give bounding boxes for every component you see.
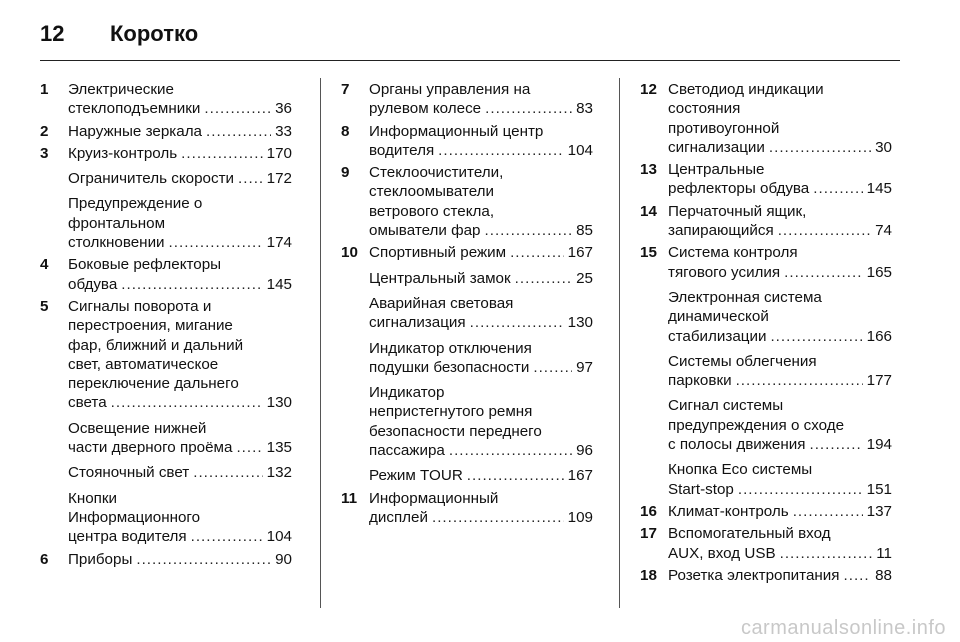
page-reference: 130 [266, 394, 292, 412]
entry-text-line: Электрические [68, 81, 174, 98]
dot-leader [470, 313, 564, 332]
entry-last-line [668, 138, 892, 157]
entry-text-line: Ограничитель скорости [68, 170, 235, 188]
entry-text-line: динамической [668, 308, 769, 326]
entry-number: 7 [341, 81, 350, 98]
index-entry [640, 566, 892, 585]
page-reference: 137 [866, 502, 892, 520]
dot-leader [533, 358, 572, 377]
index-entry [40, 169, 292, 188]
page-reference: 30 [875, 138, 892, 156]
entry-text-line: Стояночный свет [68, 464, 190, 482]
dot-leader [204, 99, 271, 118]
dot-leader [485, 99, 572, 118]
entry-last-line [369, 269, 593, 288]
entry-last-line [668, 480, 892, 499]
entry-last-line [369, 221, 593, 240]
entry-text-line: состояния [668, 100, 741, 118]
entry-last-line [668, 179, 892, 198]
page-reference: 33 [275, 122, 292, 140]
entry-text-line: Режим TOUR [369, 467, 463, 485]
page-reference: 36 [275, 100, 292, 118]
dot-leader [510, 243, 564, 262]
entry-last-line [369, 313, 593, 332]
entry-text-line: переключение дальнего [68, 375, 239, 393]
entry-last-line [668, 221, 892, 240]
entry-number: 16 [640, 502, 657, 520]
entry-text-line: Индикатор отключения [369, 339, 532, 357]
dot-leader [238, 169, 263, 188]
entry-text-line: Информационного [68, 508, 201, 526]
index-entry [341, 489, 593, 528]
entry-last-line [668, 544, 892, 563]
entry-number: 6 [40, 550, 49, 568]
entry-text-line: свет, автоматическое [68, 355, 219, 373]
index-column-2 [341, 80, 593, 530]
index-entry [640, 160, 892, 199]
entry-last-line [68, 144, 292, 163]
index-entry [640, 396, 892, 454]
entry-text-line: фронтальном [68, 214, 166, 232]
dot-leader [449, 441, 572, 460]
entry-text-line: Электронная система [668, 288, 822, 306]
index-entry [341, 339, 593, 378]
dot-leader [809, 435, 862, 454]
page-reference: 170 [266, 144, 292, 162]
entry-last-line [68, 438, 292, 457]
dot-leader [191, 527, 263, 546]
dot-leader [770, 327, 862, 346]
entry-number: 12 [640, 81, 657, 98]
dot-leader [206, 122, 271, 141]
page-number: 12 [40, 21, 65, 46]
page-reference: 165 [866, 263, 892, 281]
dot-leader [813, 179, 862, 198]
page-reference: 135 [266, 439, 292, 457]
dot-leader [236, 438, 262, 457]
entry-last-line [668, 566, 892, 585]
entry-text-line: Предупреждение о [68, 195, 203, 213]
index-entry [341, 243, 593, 262]
entry-text-line: противоугонной [668, 119, 780, 137]
page-reference: 167 [567, 467, 593, 485]
entry-text-line: Кнопка Eco системы [668, 461, 813, 479]
entry-number: 4 [40, 256, 49, 274]
entry-text-line: Круиз-контроль [68, 144, 178, 162]
entry-text-line: запирающийся [668, 222, 774, 240]
entry-text-line: Наружные зеркала [68, 122, 203, 140]
dot-leader [844, 566, 872, 585]
entry-text-line: с полосы движения [668, 436, 806, 454]
entry-last-line [668, 327, 892, 346]
page-reference: 109 [567, 508, 593, 526]
entry-text-line: подушки безопасности [369, 358, 530, 376]
page-reference: 88 [875, 566, 892, 584]
entry-last-line [68, 99, 292, 118]
entry-number: 10 [341, 244, 358, 262]
entry-number: 11 [341, 489, 358, 507]
entry-last-line [68, 169, 292, 188]
entry-number: 13 [640, 161, 657, 179]
dot-leader [111, 393, 263, 412]
dot-leader [485, 221, 573, 240]
index-entry [640, 288, 892, 346]
index-entry [40, 489, 292, 547]
entry-text-line: рулевом колесе [369, 100, 482, 118]
index-entry [341, 122, 593, 161]
entry-text-line: Светодиод индикации [668, 81, 824, 98]
entry-text-line: Климат-контроль [668, 502, 789, 520]
index-entry [40, 144, 292, 163]
page-reference: 145 [866, 180, 892, 198]
entry-text-line: Спортивный режим [369, 244, 507, 262]
dot-leader [738, 480, 863, 499]
dot-leader [169, 233, 263, 252]
dot-leader [432, 508, 564, 527]
dot-leader [193, 463, 262, 482]
entry-last-line [668, 435, 892, 454]
entry-text-line: перестроения, мигание [68, 317, 233, 335]
entry-text-line: Системы облегчения [668, 352, 817, 370]
dot-leader [467, 466, 564, 485]
entry-text-line: тягового усилия [668, 263, 781, 281]
entry-last-line [68, 393, 292, 412]
entry-text-line: Центральный замок [369, 269, 511, 287]
entry-number: 17 [640, 525, 657, 543]
index-entry [640, 243, 892, 282]
index-entry [341, 163, 593, 240]
page-reference: 104 [567, 141, 593, 159]
entry-text-line: дисплей [369, 508, 428, 526]
column-divider-1 [320, 78, 321, 608]
dot-leader [769, 138, 871, 157]
entry-text-line: фар, ближний и дальний [68, 336, 244, 354]
entry-last-line [68, 463, 292, 482]
page-reference: 145 [266, 275, 292, 293]
dot-leader [181, 144, 262, 163]
entry-text-line: сигнализация [369, 314, 466, 332]
page-reference: 166 [866, 327, 892, 345]
page-reference: 97 [576, 358, 593, 376]
index-entry [341, 466, 593, 485]
page-reference: 172 [266, 170, 292, 188]
entry-last-line [668, 371, 892, 390]
entry-text-line: непристегнутого ремня [369, 403, 533, 421]
entry-text-line: Перчаточный ящик, [668, 202, 807, 220]
entry-text-line: центра водителя [68, 528, 187, 546]
page-reference: 74 [875, 222, 892, 240]
watermark: carmanualsonline.info [740, 617, 946, 639]
entry-text-line: Освещение нижней [68, 419, 207, 437]
entry-text-line: Аварийная световая [369, 294, 514, 312]
index-entry [640, 202, 892, 241]
page-reference: 90 [275, 550, 292, 568]
index-entry [40, 80, 292, 119]
entry-text-line: безопасности переднего [369, 422, 542, 440]
index-column-1 [40, 80, 292, 572]
entry-text-line: пассажира [369, 442, 445, 460]
entry-text-line: Информационный центр [369, 122, 544, 140]
index-entry [40, 194, 292, 252]
entry-last-line [68, 122, 292, 141]
entry-text-line: Розетка электропитания [668, 566, 840, 584]
entry-last-line [369, 243, 593, 262]
entry-text-line: Start-stop [668, 480, 734, 498]
column-divider-2 [619, 78, 620, 608]
entry-text-line: обдува [68, 275, 118, 293]
entry-last-line [369, 358, 593, 377]
index-entry [341, 383, 593, 460]
page-reference: 96 [576, 442, 593, 460]
entry-text-line: AUX, вход USB [668, 544, 776, 562]
entry-text-line: стеклоомыватели [369, 183, 495, 201]
page-reference: 167 [567, 244, 593, 262]
index-entry [640, 524, 892, 563]
entry-text-line: Информационный [369, 489, 499, 507]
entry-number: 14 [640, 202, 657, 220]
index-entry [40, 550, 292, 569]
entry-text-line: ветрового стекла, [369, 202, 495, 220]
entry-text-line: парковки [668, 372, 732, 390]
page-reference: 11 [876, 544, 892, 562]
entry-text-line: Вспомогательный вход [668, 525, 831, 543]
entry-text-line: водителя [369, 141, 435, 159]
entry-last-line [68, 275, 292, 294]
entry-last-line [369, 466, 593, 485]
index-entry [640, 352, 892, 391]
entry-text-line: Система контроля [668, 244, 798, 262]
index-entry [40, 419, 292, 458]
entry-text-line: Сигнал системы [668, 397, 784, 415]
header-divider [40, 60, 900, 61]
entry-text-line: Стеклоочистители, [369, 164, 504, 182]
entry-number: 5 [40, 297, 49, 315]
entry-text-line: части дверного проёма [68, 439, 233, 457]
entry-text-line: омыватели фар [369, 222, 481, 240]
index-entry [40, 463, 292, 482]
entry-last-line [68, 233, 292, 252]
dot-leader [784, 263, 863, 282]
entry-text-line: стабилизации [668, 327, 767, 345]
dot-leader [438, 141, 563, 160]
page-reference: 85 [576, 222, 593, 240]
entry-last-line [369, 508, 593, 527]
entry-text-line: Сигналы поворота и [68, 297, 212, 315]
page-reference: 151 [866, 480, 892, 498]
entry-text-line: сигнализации [668, 138, 765, 156]
dot-leader [778, 221, 871, 240]
entry-text-line: света [68, 394, 107, 412]
entry-last-line [68, 550, 292, 569]
page-reference: 194 [866, 436, 892, 454]
index-entry [341, 80, 593, 119]
page-header [40, 20, 198, 48]
page-reference: 25 [576, 269, 593, 287]
index-entry [40, 297, 292, 413]
entry-number: 3 [40, 144, 49, 162]
entry-text-line: предупреждения о сходе [668, 416, 845, 434]
entry-text-line: рефлекторы обдува [668, 180, 810, 198]
dot-leader [136, 550, 271, 569]
dot-leader [121, 275, 262, 294]
entry-text-line: Боковые рефлекторы [68, 256, 222, 274]
entry-last-line [369, 441, 593, 460]
entry-number: 8 [341, 122, 350, 140]
entry-text-line: стеклоподъемники [68, 100, 201, 118]
page-reference: 177 [866, 372, 892, 390]
index-entry [40, 255, 292, 294]
entry-text-line: Кнопки [68, 489, 118, 507]
index-entry [640, 80, 892, 157]
index-entry [341, 294, 593, 333]
entry-text-line: Центральные [668, 161, 765, 179]
dot-leader [780, 544, 873, 563]
index-entry [640, 460, 892, 499]
entry-last-line [369, 141, 593, 160]
entry-text-line: столкновении [68, 234, 165, 252]
entry-text-line: Органы управления на [369, 81, 531, 98]
page-title: Коротко [110, 21, 199, 46]
entry-number: 9 [341, 164, 350, 182]
entry-last-line [668, 263, 892, 282]
entry-number: 15 [640, 244, 657, 262]
page-reference: 132 [266, 464, 292, 482]
dot-leader [515, 269, 572, 288]
page-reference: 174 [266, 234, 292, 252]
page-reference: 130 [567, 314, 593, 332]
page-reference: 83 [576, 100, 593, 118]
index-column-3 [640, 80, 892, 588]
dot-leader [736, 371, 863, 390]
entry-last-line [668, 502, 892, 521]
entry-number: 2 [40, 122, 49, 140]
entry-text-line: Индикатор [369, 384, 445, 402]
entry-text-line: Приборы [68, 550, 133, 568]
index-entry [341, 269, 593, 288]
entry-number: 1 [40, 81, 49, 98]
dot-leader [793, 502, 863, 521]
page-reference: 104 [266, 528, 292, 546]
entry-number: 18 [640, 566, 657, 584]
index-entry [40, 122, 292, 141]
entry-last-line [369, 99, 593, 118]
index-entry [640, 502, 892, 521]
entry-last-line [68, 527, 292, 546]
